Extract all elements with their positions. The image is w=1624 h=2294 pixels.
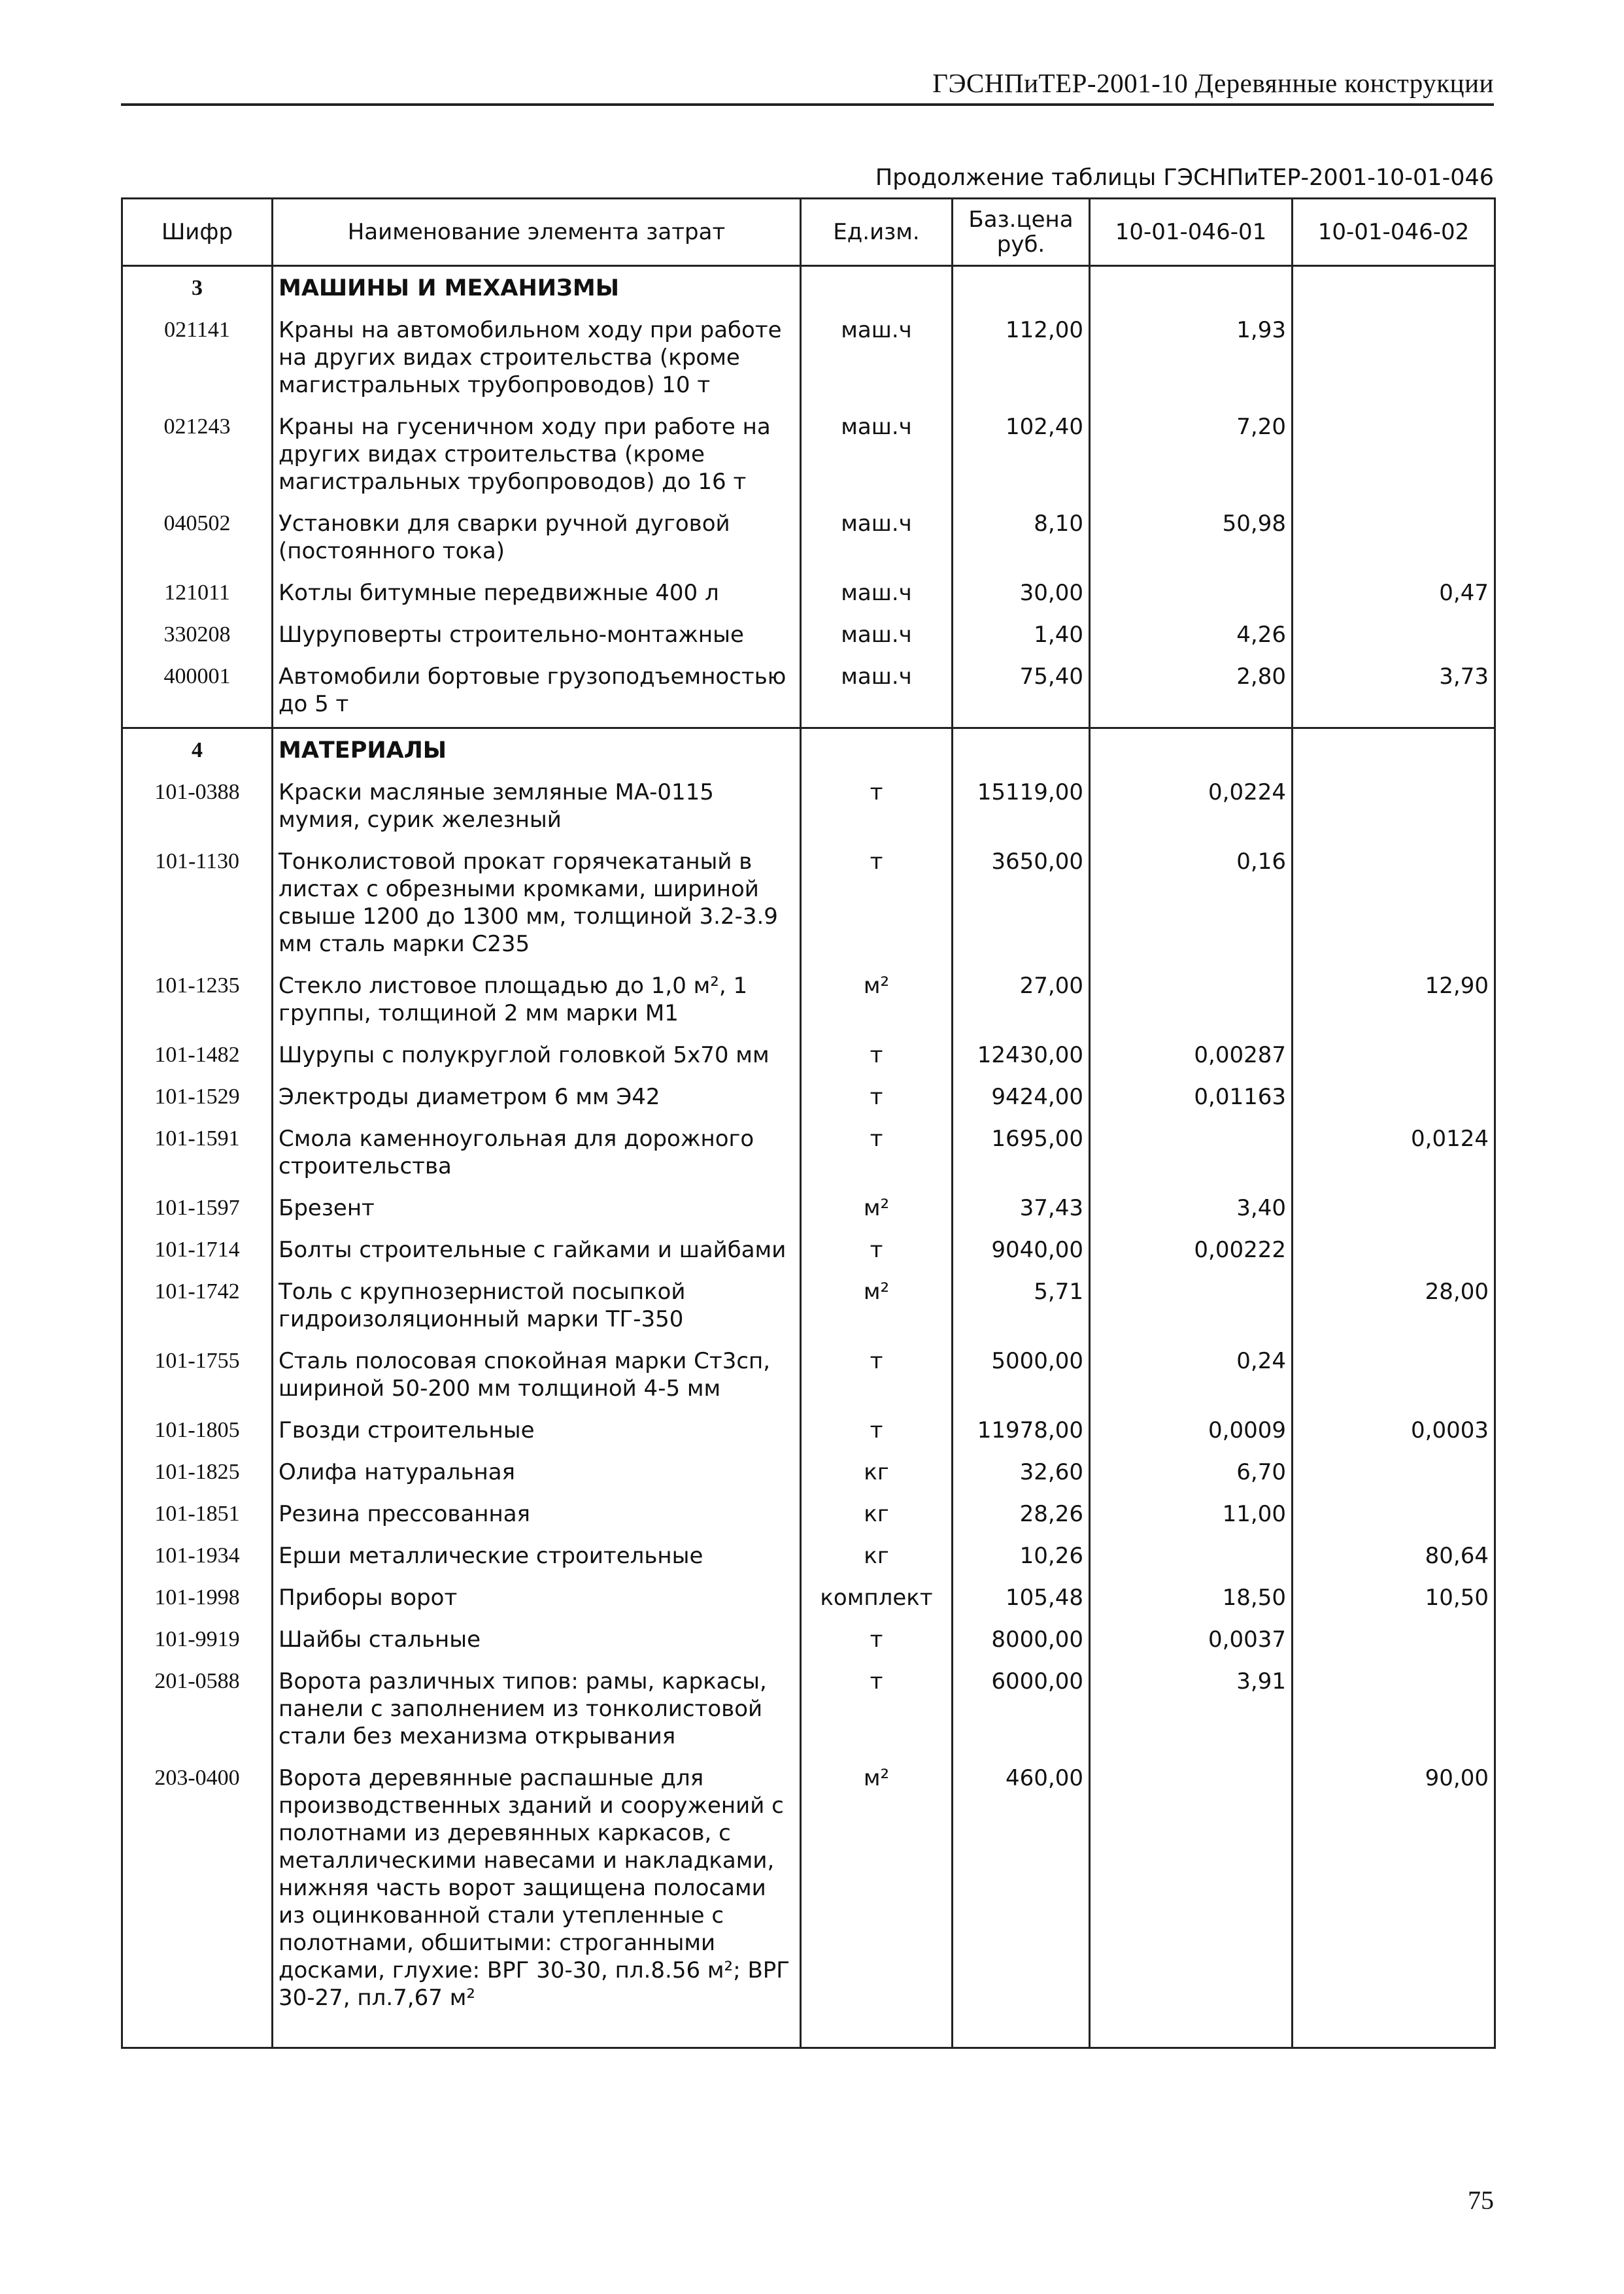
unit-cell: кг	[801, 1537, 953, 1579]
norm-01-cell	[1090, 1759, 1293, 2021]
price-cell: 5000,00	[953, 1342, 1090, 1411]
norm-02-cell	[1293, 616, 1495, 658]
norm-02-cell: 80,64	[1293, 1537, 1495, 1579]
name-cell: Резина прессованная	[273, 1495, 801, 1537]
name-cell: Автомобили бортовые грузоподъемностью до 5 т	[273, 658, 801, 728]
name-cell: Сталь полосовая спокойная марки Ст3сп, шириной 50-200 мм толщиной 4-5 мм	[273, 1342, 801, 1411]
table-row	[122, 1453, 1495, 1495]
name-cell: Брезент	[273, 1189, 801, 1231]
unit-cell: м²	[801, 1189, 953, 1231]
empty-cell	[1090, 2021, 1293, 2048]
table-row	[122, 574, 1495, 616]
column-header-unit: Ед.изм.	[801, 199, 953, 266]
unit-cell: т	[801, 773, 953, 843]
table-caption: Продолжение таблицы ГЭСНПиТЕР-2001-10-01-046	[875, 165, 1494, 191]
unit-cell: м²	[801, 1759, 953, 2021]
norm-02-cell	[1293, 1621, 1495, 1662]
code-cell: 101-1805	[122, 1411, 273, 1453]
norm-02-cell: 0,0003	[1293, 1411, 1495, 1453]
table-row	[122, 1579, 1495, 1621]
code-cell: 101-1998	[122, 1579, 273, 1621]
name-cell: Шурупы с полукруглой головкой 5х70 мм	[273, 1036, 801, 1078]
unit-cell: м²	[801, 967, 953, 1036]
norm-02-cell	[1293, 505, 1495, 574]
code-cell: 021141	[122, 311, 273, 408]
code-cell: 101-0388	[122, 773, 273, 843]
price-cell: 27,00	[953, 967, 1090, 1036]
norm-01-cell: 3,40	[1090, 1189, 1293, 1231]
table-row	[122, 616, 1495, 658]
code-cell: 101-1742	[122, 1273, 273, 1342]
empty-cell	[953, 266, 1090, 312]
code-cell: 040502	[122, 505, 273, 574]
unit-cell: т	[801, 1036, 953, 1078]
code-cell: 101-1130	[122, 843, 273, 967]
price-cell: 30,00	[953, 574, 1090, 616]
price-cell: 460,00	[953, 1759, 1090, 2021]
table-row	[122, 505, 1495, 574]
unit-cell: маш.ч	[801, 574, 953, 616]
code-cell: 201-0588	[122, 1662, 273, 1759]
unit-cell: т	[801, 1342, 953, 1411]
empty-cell	[1090, 266, 1293, 312]
unit-cell: т	[801, 1078, 953, 1120]
table-row	[122, 1662, 1495, 1759]
name-cell: Болты строительные с гайками и шайбами	[273, 1231, 801, 1273]
unit-cell: маш.ч	[801, 505, 953, 574]
code-cell: 101-1851	[122, 1495, 273, 1537]
name-cell: Установки для сварки ручной дуговой (постоянного тока)	[273, 505, 801, 574]
price-cell: 5,71	[953, 1273, 1090, 1342]
norm-02-cell	[1293, 773, 1495, 843]
norm-02-cell: 28,00	[1293, 1273, 1495, 1342]
empty-cell	[122, 2021, 273, 2048]
price-cell: 15119,00	[953, 773, 1090, 843]
norm-02-cell: 0,47	[1293, 574, 1495, 616]
table-row	[122, 1411, 1495, 1453]
norm-02-cell: 0,0124	[1293, 1120, 1495, 1189]
code-cell: 101-1235	[122, 967, 273, 1036]
column-header-norm-02: 10-01-046-02	[1293, 199, 1495, 266]
norm-01-cell: 11,00	[1090, 1495, 1293, 1537]
norm-02-cell	[1293, 1453, 1495, 1495]
unit-cell: маш.ч	[801, 658, 953, 728]
price-cell: 28,26	[953, 1495, 1090, 1537]
price-cell: 112,00	[953, 311, 1090, 408]
norm-01-cell: 0,01163	[1090, 1078, 1293, 1120]
norm-02-cell: 3,73	[1293, 658, 1495, 728]
unit-cell: т	[801, 1411, 953, 1453]
table-row	[122, 1036, 1495, 1078]
unit-cell: маш.ч	[801, 311, 953, 408]
price-cell: 32,60	[953, 1453, 1090, 1495]
name-cell: Электроды диаметром 6 мм Э42	[273, 1078, 801, 1120]
code-cell: 101-1714	[122, 1231, 273, 1273]
empty-cell	[1293, 266, 1495, 312]
section-number: 3	[122, 266, 273, 312]
section-row	[122, 728, 1495, 774]
table-row	[122, 1231, 1495, 1273]
code-cell: 121011	[122, 574, 273, 616]
table-row	[122, 1342, 1495, 1411]
table-body	[122, 266, 1495, 2048]
norm-01-cell	[1090, 1273, 1293, 1342]
price-cell: 1695,00	[953, 1120, 1090, 1189]
norm-02-cell	[1293, 1495, 1495, 1537]
name-cell: Толь с крупнозернистой посыпкой гидроизоляционный марки ТГ-350	[273, 1273, 801, 1342]
norm-01-cell: 0,00287	[1090, 1036, 1293, 1078]
norm-01-cell: 3,91	[1090, 1662, 1293, 1759]
column-header-norm-01: 10-01-046-01	[1090, 199, 1293, 266]
norm-02-cell: 12,90	[1293, 967, 1495, 1036]
section-title: МАТЕРИАЛЫ	[273, 728, 801, 774]
code-cell: 203-0400	[122, 1759, 273, 2021]
name-cell: Ерши металлические строительные	[273, 1537, 801, 1579]
price-cell: 37,43	[953, 1189, 1090, 1231]
norm-02-cell	[1293, 1662, 1495, 1759]
norm-01-cell	[1090, 1120, 1293, 1189]
table-row	[122, 843, 1495, 967]
price-cell: 8000,00	[953, 1621, 1090, 1662]
price-cell: 75,40	[953, 658, 1090, 728]
table-row	[122, 1120, 1495, 1189]
table-bottom-spacer	[122, 2021, 1495, 2048]
unit-cell: т	[801, 843, 953, 967]
unit-cell: т	[801, 1662, 953, 1759]
price-cell: 105,48	[953, 1579, 1090, 1621]
norm-02-cell: 10,50	[1293, 1579, 1495, 1621]
unit-cell: т	[801, 1621, 953, 1662]
norm-01-cell	[1090, 967, 1293, 1036]
empty-cell	[1293, 2021, 1495, 2048]
norm-01-cell: 0,00222	[1090, 1231, 1293, 1273]
table-row	[122, 408, 1495, 505]
table-row	[122, 1537, 1495, 1579]
table-row	[122, 1189, 1495, 1231]
code-cell: 101-1825	[122, 1453, 273, 1495]
code-cell: 101-1934	[122, 1537, 273, 1579]
price-cell: 9040,00	[953, 1231, 1090, 1273]
norm-01-cell: 0,0009	[1090, 1411, 1293, 1453]
price-cell: 9424,00	[953, 1078, 1090, 1120]
column-header-code: Шифр	[122, 199, 273, 266]
name-cell: Олифа натуральная	[273, 1453, 801, 1495]
section-title: МАШИНЫ И МЕХАНИЗМЫ	[273, 266, 801, 312]
unit-cell: комплект	[801, 1579, 953, 1621]
price-cell: 102,40	[953, 408, 1090, 505]
unit-cell: маш.ч	[801, 408, 953, 505]
running-head: ГЭСНПиТЕР-2001-10 Деревянные конструкции	[121, 63, 1494, 106]
unit-cell: маш.ч	[801, 616, 953, 658]
code-cell: 101-1591	[122, 1120, 273, 1189]
norm-01-cell: 0,16	[1090, 843, 1293, 967]
table-row	[122, 1495, 1495, 1537]
norm-02-cell: 90,00	[1293, 1759, 1495, 2021]
price-cell: 6000,00	[953, 1662, 1090, 1759]
price-cell: 8,10	[953, 505, 1090, 574]
unit-cell: м²	[801, 1273, 953, 1342]
unit-cell: кг	[801, 1453, 953, 1495]
code-cell: 330208	[122, 616, 273, 658]
empty-cell	[953, 728, 1090, 774]
section-number: 4	[122, 728, 273, 774]
name-cell: Гвозди строительные	[273, 1411, 801, 1453]
norm-02-cell	[1293, 1078, 1495, 1120]
norm-01-cell: 0,0224	[1090, 773, 1293, 843]
price-cell: 3650,00	[953, 843, 1090, 967]
empty-cell	[1090, 728, 1293, 774]
table-row	[122, 1759, 1495, 2021]
empty-cell	[801, 2021, 953, 2048]
name-cell: Шайбы стальные	[273, 1621, 801, 1662]
price-cell: 11978,00	[953, 1411, 1090, 1453]
norm-01-cell: 50,98	[1090, 505, 1293, 574]
table-row	[122, 1078, 1495, 1120]
norm-01-cell	[1090, 1537, 1293, 1579]
code-cell: 101-1529	[122, 1078, 273, 1120]
norm-02-cell	[1293, 311, 1495, 408]
page-number: 75	[1468, 2185, 1494, 2215]
price-cell: 12430,00	[953, 1036, 1090, 1078]
code-cell: 101-1755	[122, 1342, 273, 1411]
name-cell: Котлы битумные передвижные 400 л	[273, 574, 801, 616]
name-cell: Краны на автомобильном ходу при работе на других видах строительства (кроме магистральных трубопроводов) 10 т	[273, 311, 801, 408]
name-cell: Приборы ворот	[273, 1579, 801, 1621]
norm-01-cell: 0,0037	[1090, 1621, 1293, 1662]
unit-cell: т	[801, 1120, 953, 1189]
table-row	[122, 658, 1495, 728]
unit-cell: т	[801, 1231, 953, 1273]
table-header-row	[122, 199, 1495, 266]
empty-cell	[953, 2021, 1090, 2048]
norm-01-cell: 6,70	[1090, 1453, 1293, 1495]
norm-01-cell	[1090, 574, 1293, 616]
empty-cell	[801, 728, 953, 774]
table-row	[122, 967, 1495, 1036]
norm-01-cell: 7,20	[1090, 408, 1293, 505]
norm-02-cell	[1293, 1189, 1495, 1231]
empty-cell	[1293, 728, 1495, 774]
section-row	[122, 266, 1495, 312]
price-cell: 1,40	[953, 616, 1090, 658]
column-header-name: Наименование элемента затрат	[273, 199, 801, 266]
norm-02-cell	[1293, 1231, 1495, 1273]
norm-01-cell: 1,93	[1090, 311, 1293, 408]
name-cell: Стекло листовое площадью до 1,0 м², 1 группы, толщиной 2 мм марки М1	[273, 967, 801, 1036]
norm-01-cell: 2,80	[1090, 658, 1293, 728]
table-row	[122, 1273, 1495, 1342]
norm-01-cell: 18,50	[1090, 1579, 1293, 1621]
name-cell: Ворота деревянные распашные для производственных зданий и сооружений с полотнами из деревянных каркасов, с металлическими навесами и накладками, нижняя часть ворот защищена полосами из оцинкованной стали утепленные с полотнами, обшитыми: строганными досками, глухие: ВРГ 30-30, пл.8.56 м²; ВРГ 30-27, пл.7,67 м²	[273, 1759, 801, 2021]
code-cell: 101-9919	[122, 1621, 273, 1662]
table-row	[122, 1621, 1495, 1662]
norm-02-cell	[1293, 408, 1495, 505]
code-cell: 101-1482	[122, 1036, 273, 1078]
norm-01-cell: 4,26	[1090, 616, 1293, 658]
price-cell: 10,26	[953, 1537, 1090, 1579]
code-cell: 021243	[122, 408, 273, 505]
column-header-price: Баз.цена руб.	[953, 199, 1090, 266]
resource-table	[121, 197, 1496, 2049]
norm-02-cell	[1293, 843, 1495, 967]
empty-cell	[273, 2021, 801, 2048]
norm-02-cell	[1293, 1036, 1495, 1078]
code-cell: 400001	[122, 658, 273, 728]
table-row	[122, 311, 1495, 408]
table-row	[122, 773, 1495, 843]
name-cell: Тонколистовой прокат горячекатаный в листах с обрезными кромками, шириной свыше 1200 до 1300 мм, толщиной 3.2-3.9 мм сталь марки С235	[273, 843, 801, 967]
empty-cell	[801, 266, 953, 312]
norm-01-cell: 0,24	[1090, 1342, 1293, 1411]
name-cell: Смола каменноугольная для дорожного строительства	[273, 1120, 801, 1189]
name-cell: Ворота различных типов: рамы, каркасы, панели с заполнением из тонколистовой стали без механизма открывания	[273, 1662, 801, 1759]
name-cell: Краны на гусеничном ходу при работе на других видах строительства (кроме магистральных трубопроводов) до 16 т	[273, 408, 801, 505]
norm-02-cell	[1293, 1342, 1495, 1411]
unit-cell: кг	[801, 1495, 953, 1537]
name-cell: Краски масляные земляные МА-0115 мумия, сурик железный	[273, 773, 801, 843]
code-cell: 101-1597	[122, 1189, 273, 1231]
name-cell: Шуруповерты строительно-монтажные	[273, 616, 801, 658]
